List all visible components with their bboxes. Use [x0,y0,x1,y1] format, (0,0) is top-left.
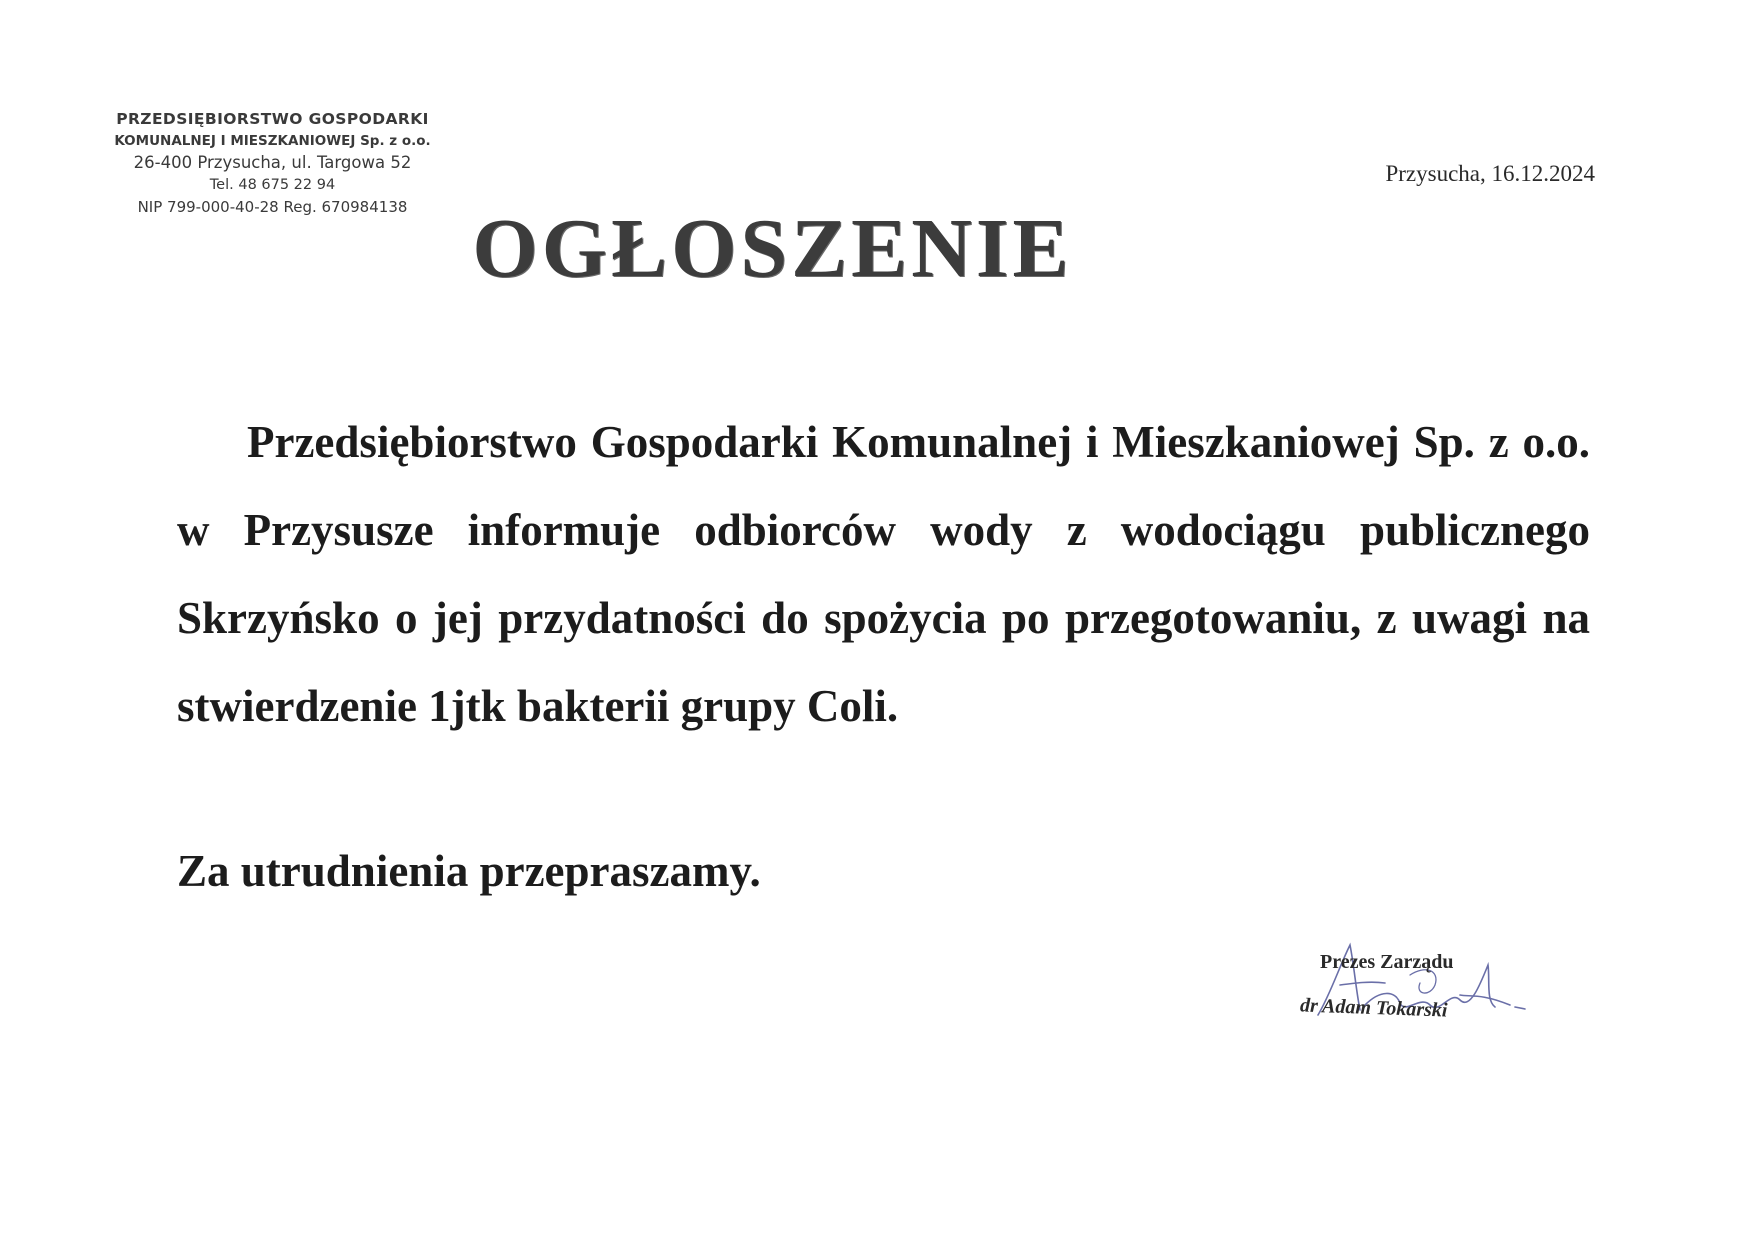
announcement-body: Przedsiębiorstwo Gospodarki Komunalnej i Mieszkaniowej Sp. z o.o. w Przysusze informuje odbiorców wody z wodociągu publicznego Skrzyńsko o jej przydatności do spożycia po przegotowaniu, z uwagi na stwierdzenie 1jtk bakterii grupy Coli. [177,417,1590,731]
signatory-role: Prezes Zarządu [1320,951,1454,973]
signatory-name: dr Adam Tokarski [1299,994,1448,1022]
stamp-company-name: PRZEDSIĘBIORSTWO GOSPODARKI [116,110,429,128]
signature-block [1290,935,1550,1045]
document-title: OGŁOSZENIE [472,202,1073,295]
stamp-company-name-cont: KOMUNALNEJ I MIESZKANIOWEJ Sp. z o.o. [114,133,431,149]
stamp-address: 26-400 Przysucha, ul. Targowa 52 [133,153,412,172]
closing-line: Za utrudnienia przepraszamy. [177,846,761,896]
stamp-phone: Tel. 48 675 22 94 [209,177,336,193]
stamp-registration: NIP 799-000-40-28 Reg. 670984138 [137,198,408,216]
place-and-date: Przysucha, 16.12.2024 [1385,161,1595,186]
